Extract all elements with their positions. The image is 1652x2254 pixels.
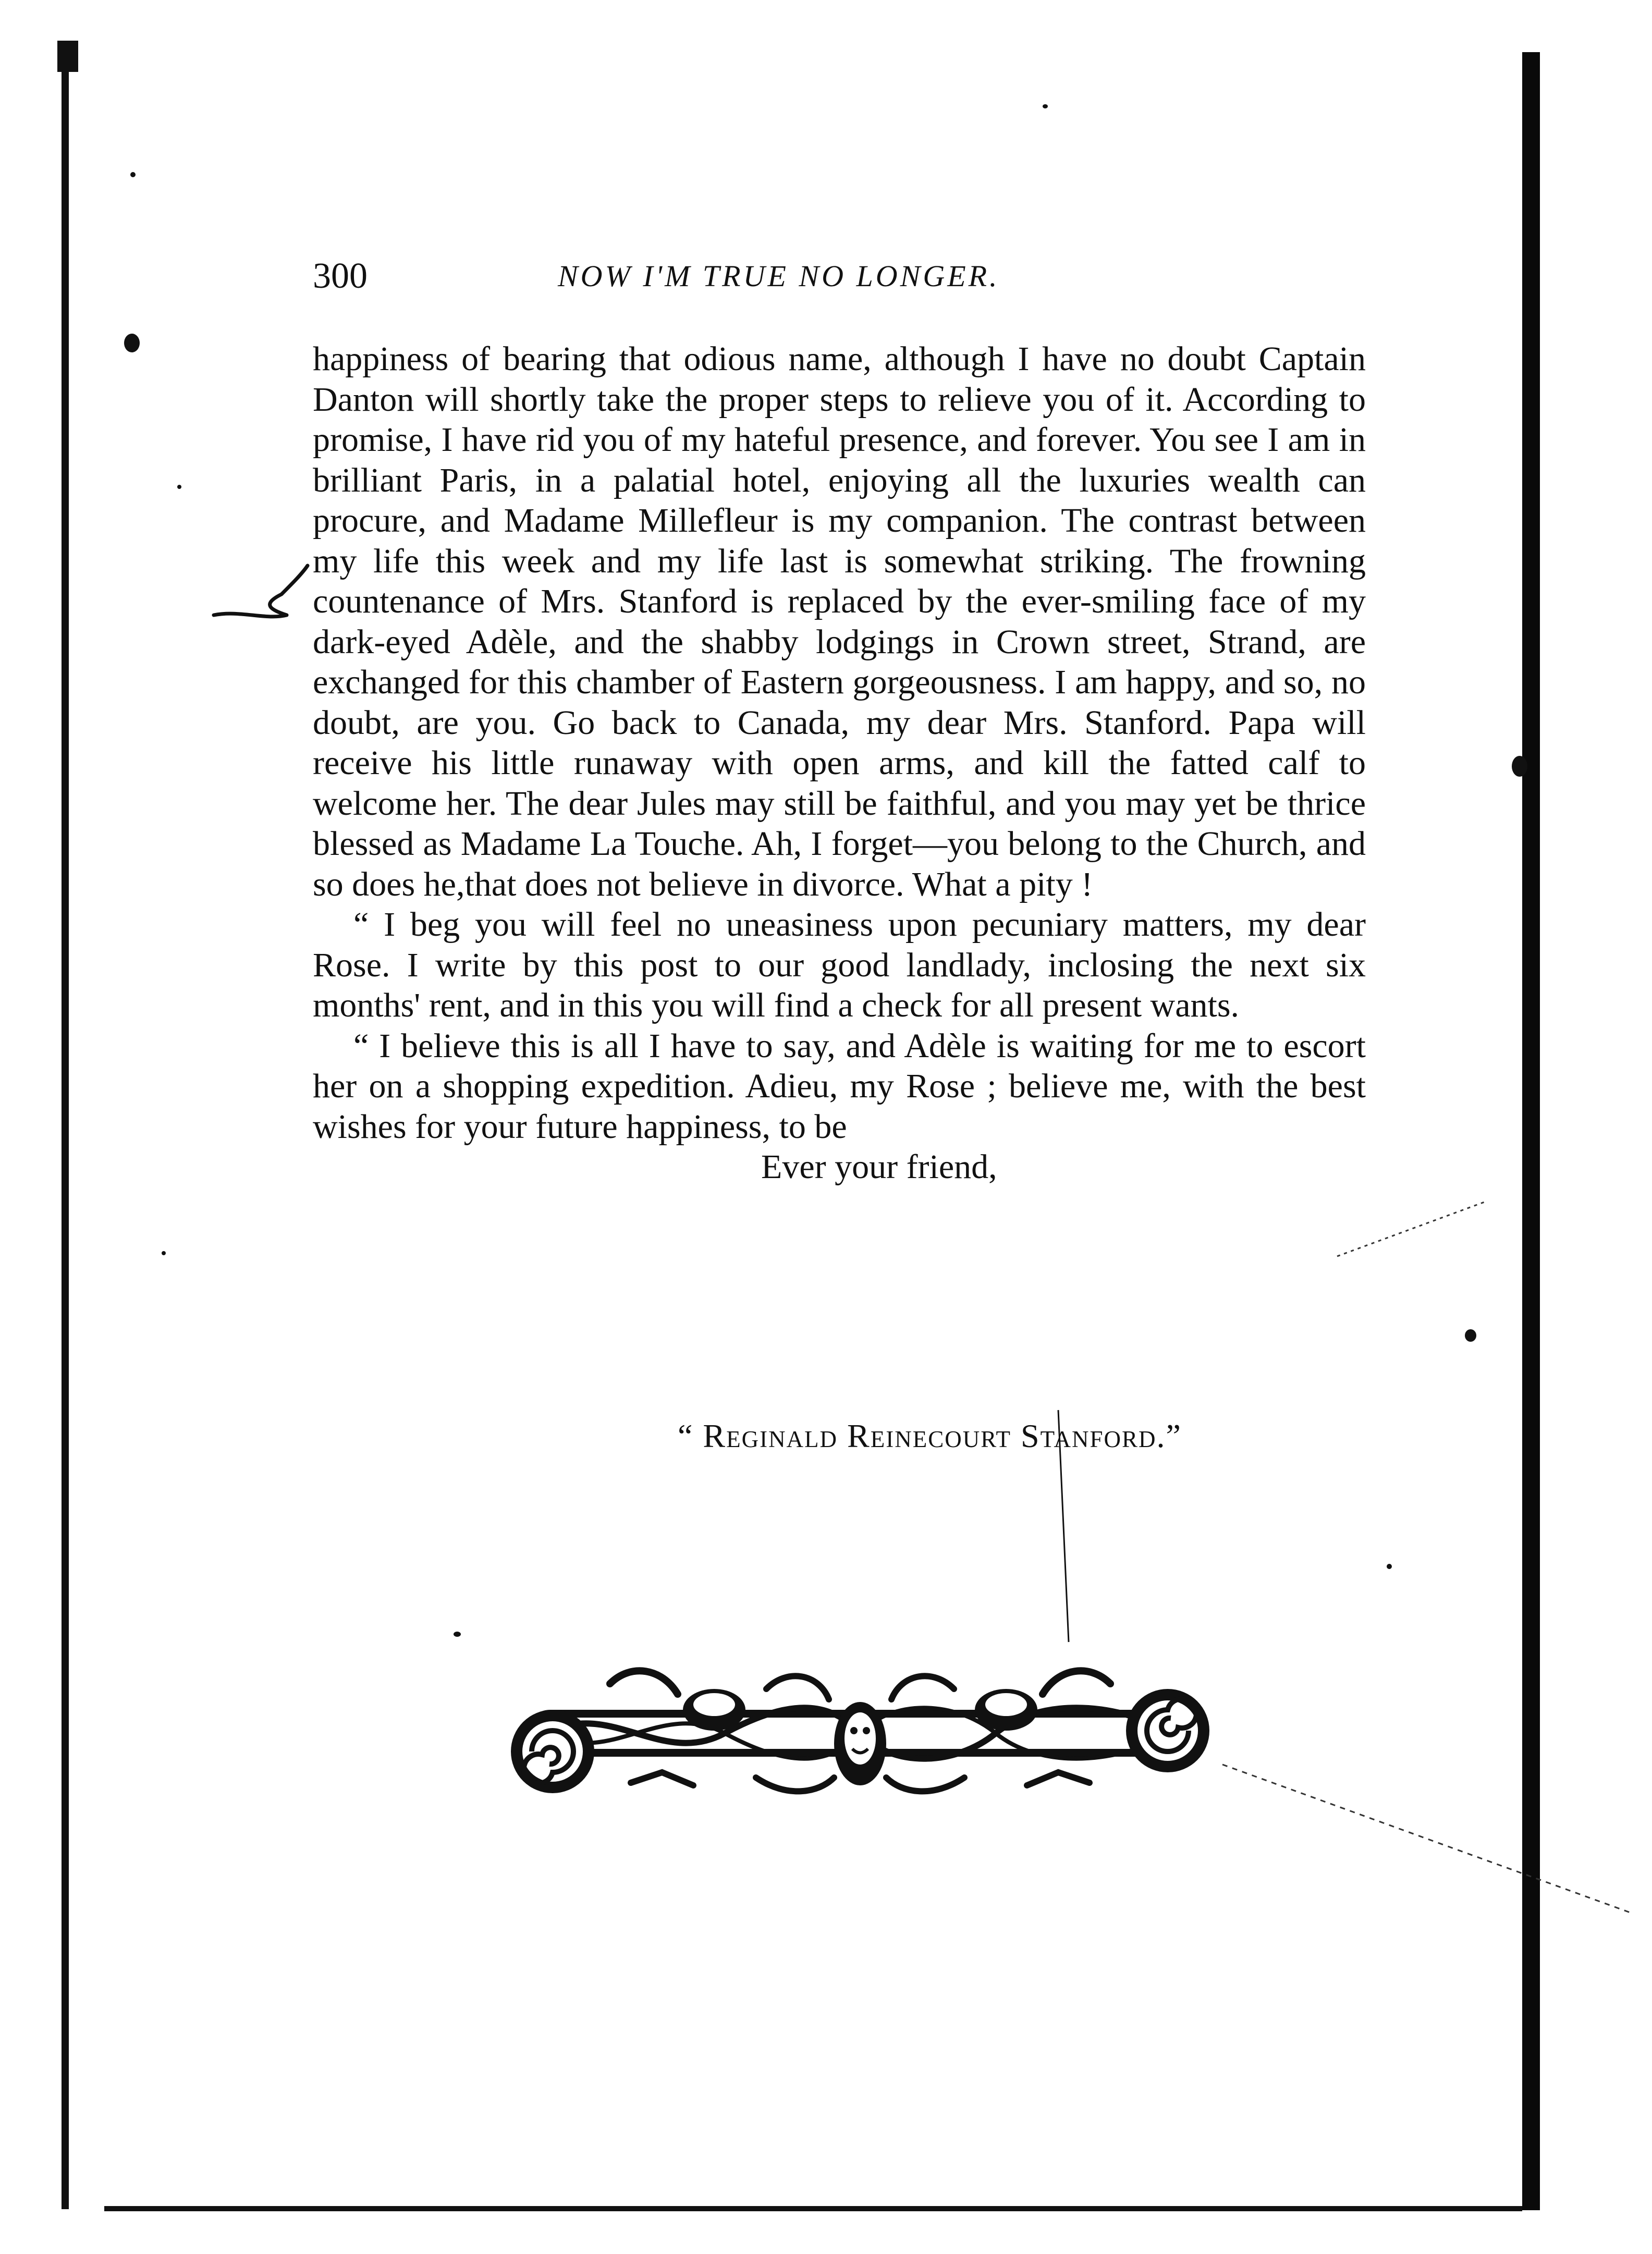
scan-left-border-cap [57, 41, 78, 72]
scan-speck [1465, 1329, 1476, 1342]
page-number: 300 [313, 256, 368, 296]
scan-speck [454, 1632, 461, 1637]
page-header [313, 250, 1387, 302]
paragraph: “ I beg you will feel no uneasiness upon pecuniary matters, my dear Rose. I write by this post to our good landlady, inclosing the next six months' rent, and in this you will find a check for all present wants. [313, 905, 1366, 1024]
paragraph: “ I believe this is all I have to say, and Adèle is waiting for me to escort her on a shopping expedition. Adieu, my Rose ; believe me, with the best wishes for your future happiness, to be [313, 1026, 1366, 1146]
scan-speck [130, 172, 136, 177]
scan-speck [1387, 1564, 1392, 1569]
scan-speck [162, 1251, 166, 1255]
scan-left-border [62, 41, 69, 2209]
margin-pen-mark [209, 563, 313, 631]
paragraph: happiness of bearing that odious name, although I have no doubt Captain Danton will shortly take the proper steps to relieve you of it. According to promise, I have rid you of my hateful presence, and forever. You see I am in brilliant Paris, in a palatial hotel, enjoying all the luxuries wealth can procure, and Madame Millefleur is my companion. The contrast between my life this week and my life last is somewhat striking. The frowning countenance of Mrs. Stanford is replaced by the ever-smiling face of my dark-eyed Adèle, and the shabby lodgings in Crown street, Strand, are exchanged for this chamber of Eastern gorgeousness. I am happy, and so, no doubt, are you. Go back to Canada, my dear Mrs. Stanford. Papa will receive his little runaway with open arms, and kill the fatted calf to welcome her. The dear Jules may still be faithful, and you may yet be thrice blessed as Madame La Touche. Ah, I forget—you belong to the Church, and so does he,that does not believe in divorce. What a pity ! [313, 340, 1366, 903]
scan-speck [1043, 104, 1048, 108]
ornament-scrollwork-icon [506, 1652, 1215, 1809]
scan-speck [124, 334, 140, 352]
scan-speck [177, 485, 181, 489]
running-title: NOW I'M TRUE NO LONGER. [558, 259, 1000, 293]
margin-stray-line [1220, 1762, 1637, 1918]
valediction: Ever your friend, [761, 1148, 997, 1186]
body-text [313, 339, 1366, 1187]
margin-stray-line [1335, 1199, 1491, 1261]
scan-bottom-edge-rule [104, 2206, 1522, 2211]
tailpiece-ornament [506, 1652, 1215, 1809]
scan-speck [1512, 756, 1527, 777]
signature: “ Reginald Reinecourt Stanford.” [678, 1417, 1182, 1454]
